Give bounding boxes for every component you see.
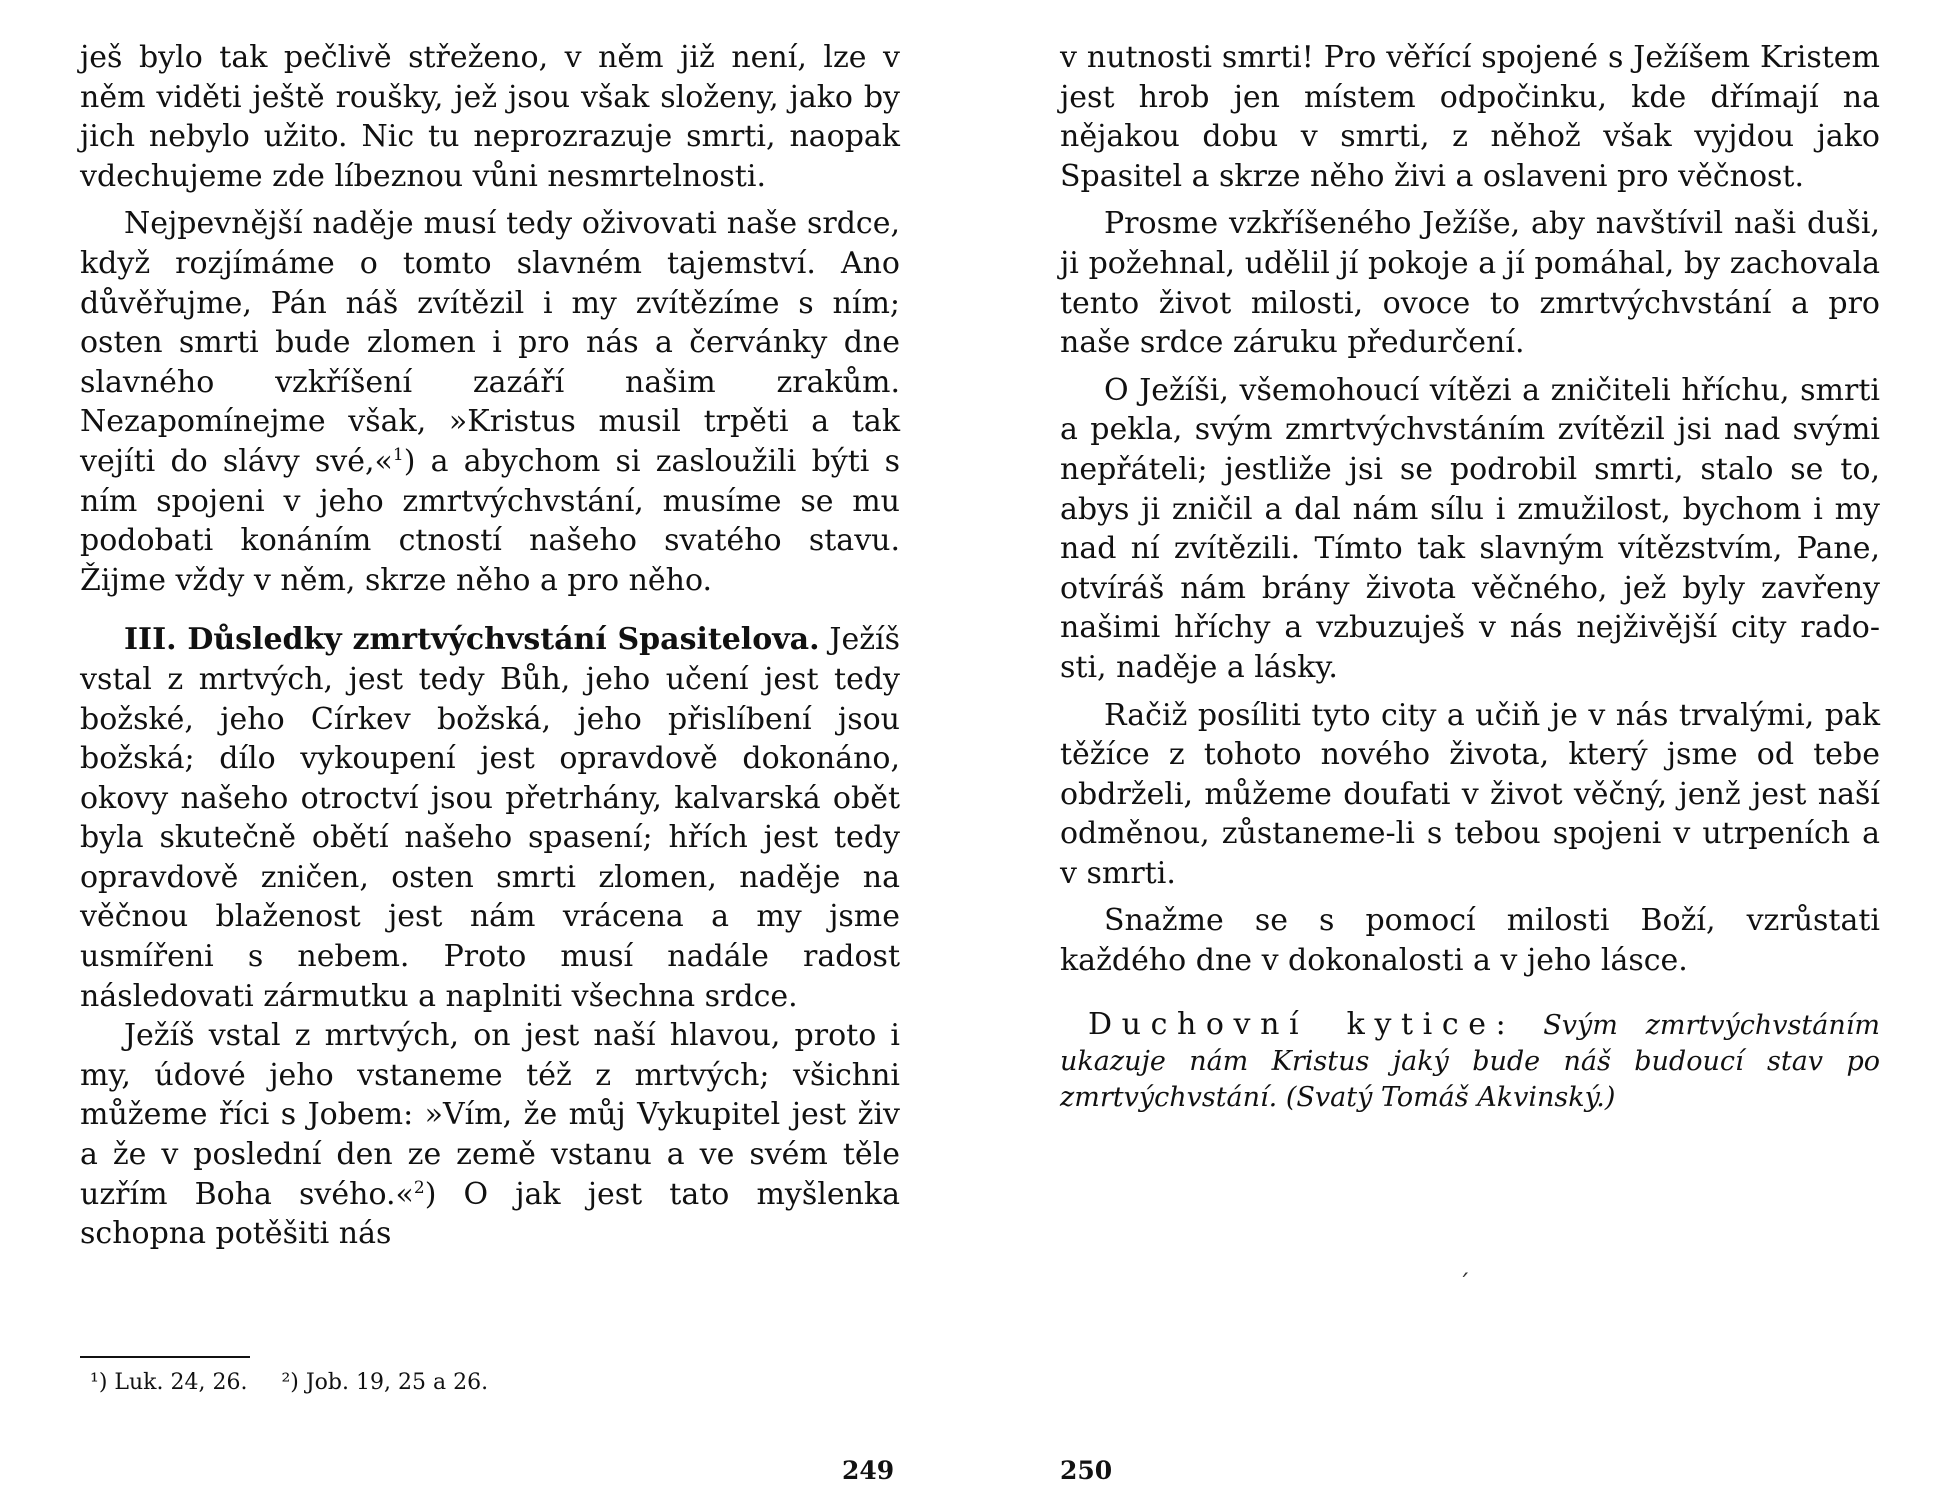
spiritual-bouquet [1060, 1007, 1880, 1116]
footnote: ¹) Luk. 24, 26. [90, 1370, 248, 1395]
footnote-rule [80, 1356, 250, 1358]
paragraph: ješ bylo tak pečlivě střeženo, v něm již není, lze v něm viděti ještě roušky, jež jsou však složeny, jako by jich nebylo užito. Nic tu neprozrazuje smrti, naopak vdechujeme zde líbeznou vůni nesmrtelnosti. [80, 40, 900, 194]
bouquet-text: Svým zmrtvýchvstáním ukazuje nám Kristus jaký bude náš budoucí stav po zmrtvýchvstání. (Svatý Tomáš Akvinský.) [1060, 1009, 1880, 1113]
paragraph-text: ) O jak jest tato myšlenka schopna potěšiti nás [80, 1176, 901, 1252]
paragraph [80, 204, 900, 600]
section-text: Ježíš vstal z mrtvých, jest tedy Bůh, jeho učení jest tedy božské, jeho Církev božská, jeho přislíbení jsou božská; dílo vykoupení jest opravdově dokonáno, okovy našeho otroctví jsou přetrhány, kalvarská obět byla skutečně obětí našeho spasení; hřích jest tedy opravdově zničen, osten smrti zlomen, naděje na věčnou blaženost jest nám vrácena a my jsme usmířeni s nebem. Proto musí nadále radost následovati zármutku a naplniti všechna srdce. [80, 622, 900, 1014]
page-number: 249 [842, 1456, 895, 1485]
stray-mark: ˊ [1458, 1270, 1470, 1298]
paragraph-text: ) a abychom si zasloužili býti s ním spojeni v jeho zmrtvýchvstání, musíme se mu podobati konáním ctností našeho svatého stavu. Žijme vždy v něm, skrze něho a pro něho. [80, 443, 900, 598]
paragraph: O Ježíši, všemohoucí vítězi a zničiteli hříchu, smrti a pekla, svým zmrtvýchvstáním zvítězil jsi nad svými nepřáteli; jestliže jsi se podrobil smrti, stalo se to, abys ji zničil a dal nám sílu i zmužilost, bychom i my nad ní zvítězili. Tímto tak slavným vítězstvím, Pane, otvíráš nám brány života věčného, jež byly zavřeny našimi hříchy a vzbuzuješ v nás nejživější city radosti, naděje a lásky. [1060, 372, 1880, 685]
paragraph: Račiž posíliti tyto city a učiň je v nás trvalými, pak těžíce z tohoto nového života, který jsme od tebe obdrželi, můžeme doufati v život věčný, jenž jest naší odměnou, zůstaneme-li s tebou spojeni v utrpeních a v smrti. [1060, 697, 1880, 891]
left-page [80, 38, 901, 1485]
paragraph-text: Ježíš vstal z mrtvých, on jest naší hlavou, proto i my, údové jeho vstaneme též z mrtvých; všichni můžeme říci s Jobem: »Vím, že můj Vykupitel jest živ a že v poslední den ze země vstanu a ve svém těle uzřím Boha svého.« [80, 1018, 900, 1212]
right-page [1060, 38, 1880, 1485]
footnote: ²) Job. 19, 25 a 26. [281, 1370, 489, 1395]
footnote-marker: 2 [413, 1177, 425, 1198]
paragraph: Snažme se s pomocí milosti Boží, vzrůstati každého dne v dokonalosti a v jeho lásce. [1060, 903, 1880, 979]
section-heading: III. Důsledky zmrtvýchvstání Spasitelova. [124, 622, 820, 658]
paragraph [80, 1016, 900, 1254]
paragraph: v nutnosti smrti! Pro věřící spojené s Ježíšem Kristem jest hrob jen místem odpočinku, kde dřímají na nějakou dobu v smrti, z něhož však vyjdou jako Spasitel a skrze něho živi a oslaveni pro věčnost. [1060, 40, 1880, 194]
section [80, 620, 900, 1016]
paragraph: Prosme vzkříšeného Ježíše, aby navštívil naši duši, ji požehnal, udělil jí pokoje a jí pomáhal, by zachovala tento život milosti, ovoce to zmrtvýchvstání a pro naše srdce záruku předurčení. [1060, 206, 1880, 361]
page-number: 250 [1060, 1456, 1113, 1485]
footnotes [90, 1368, 488, 1398]
footnote-marker: 1 [392, 444, 404, 465]
bouquet-label: Duchovní kytice: [1088, 1006, 1516, 1042]
paragraph-text: Nejpevnější naděje musí tedy oživovati naše srdce, když rozjímáme o tomto slavném tajemství. Ano důvěřujme, Pán náš zvítězil i my zvítězíme s ním; osten smrti bude zlomen i pro nás a červánky dne slavného vzkříšení zazáří našim zrakům. Nezapomínejme však, »Kristus musil trpěti a tak vejíti do slávy své,« [80, 206, 900, 479]
